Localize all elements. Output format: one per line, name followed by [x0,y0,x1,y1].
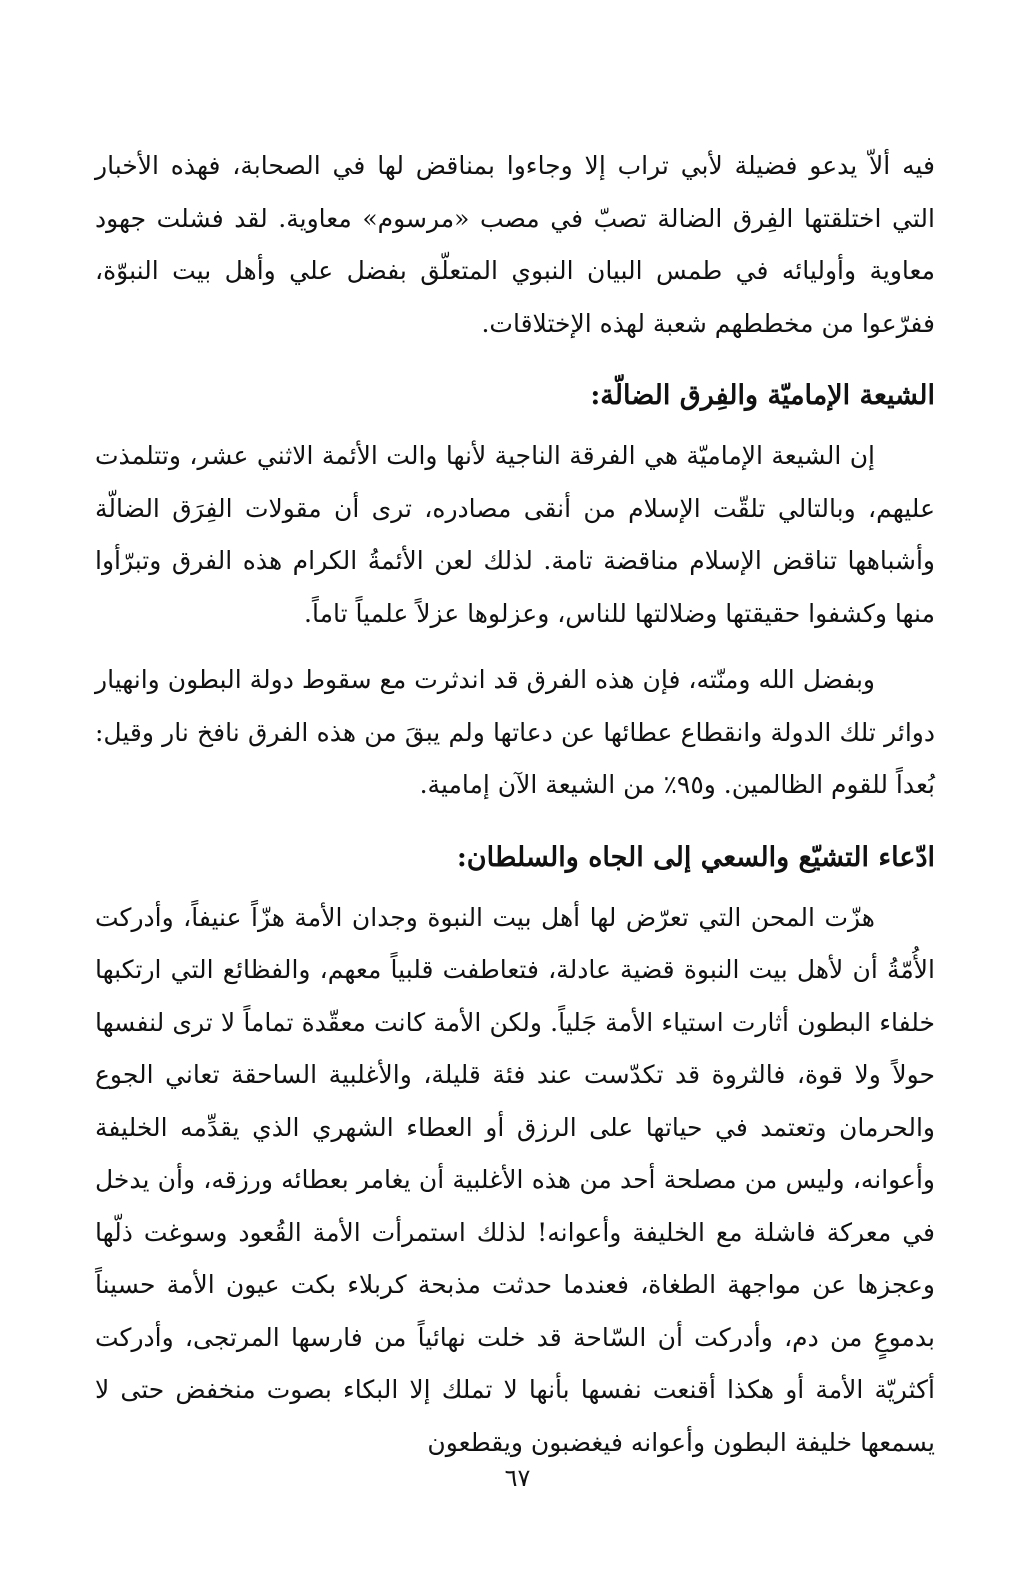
section-heading-claiming-shiism: ادّعاء التشيّع والسعي إلى الجاه والسلطان: [456,841,935,873]
page-body [95,140,935,1469]
section-heading-imamiyya: الشيعة الإماميّة والفِرق الضالّة: [590,380,935,411]
intro-paragraph: فيه ألاّ يدعو فضيلة لأبي تراب إلا وجاءوا بمناقض لها في الصحابة، فهذه الأخبار التي اختلقتها الفِرق الضالة تصبّ في مصب «مرسوم» معاوية. لقد فشلت جهود معاوية وأوليائه في طمس البيان النبوي المتعلّق بفضل علي وأهل بيت النبوّة، ففرّعوا من مخططهم شعبة لهذه الإختلاقات. [95,151,935,338]
spacer [95,350,935,370]
paragraph-imamiyya-1: إن الشيعة الإماميّة هي الفرقة الناجية لأنها والت الأئمة الاثني عشر، وتتلمذت عليهم، وبالتالي تلقّت الإسلام من أنقى مصادره، ترى أن مقولات الفِرَق الضالّة وأشباهها تناقض الإسلام مناقضة تامة. لذلك لعن الأئمةُ الكرام هذه الفرق وتبرّأوا منها وكشفوا حقيقتها وضلالتها للناس، وعزلوها عزلاً علمياً تاماً. [95,441,935,628]
spacer [95,812,935,832]
paragraph-imamiyya-2: وبفضل الله ومنّته، فإن هذه الفرق قد اندثرت مع سقوط دولة البطون وانهيار دوائر تلك الدولة وانقطاع عطائها عن دعاتها ولم يبقَ من هذه الفرق نافخ نار وقيل: بُعداً للقوم الظالمين. و٩٥٪ من الشيعة الآن إمامية. [95,665,935,799]
spacer [95,640,935,654]
spacer [95,884,935,892]
paragraph-claiming-shiism-1: هزّت المحن التي تعرّض لها أهل بيت النبوة وجدان الأمة هزّاً عنيفاً، وأدركت الأُمّةُ أن لأهل بيت النبوة قضية عادلة، فتعاطفت قلبياً معهم، والفظائع التي ارتكبها خلفاء البطون أثارت استياء الأمة جَلياً. ولكن الأمة كانت معقّدة تماماً لا ترى لنفسها حولاً ولا قوة، فالثروة قد تكدّست عند فئة قليلة، والأغلبية الساحقة تعاني الجوع والحرمان وتعتمد في حياتها على الرزق أو العطاء الشهري الذي يقدِّمه الخليفة وأعوانه، وليس من مصلحة أحد من هذه الأغلبية أن يغامر بعطائه ورزقه، وأن يدخل في معركة فاشلة مع الخليفة وأعوانه! لذلك استمرأت الأمة القُعود وسوغت ذلّها وعجزها عن مواجهة الطغاة، فعندما حدثت مذبحة كربلاء بكت عيون الأمة حسيناً بدموعٍ من دم، وأدركت أن السّاحة قد خلت نهائياً من فارسها المرتجى، وأدركت أكثريّة الأمة أو هكذا أقنعت نفسها بأنها لا تملك إلا البكاء بصوت منخفض حتى لا يسمعها خليفة البطون وأعوانه فيغضبون ويقطعون [95,902,935,1457]
spacer [95,422,935,430]
page-number: ٦٧ [504,1464,531,1492]
